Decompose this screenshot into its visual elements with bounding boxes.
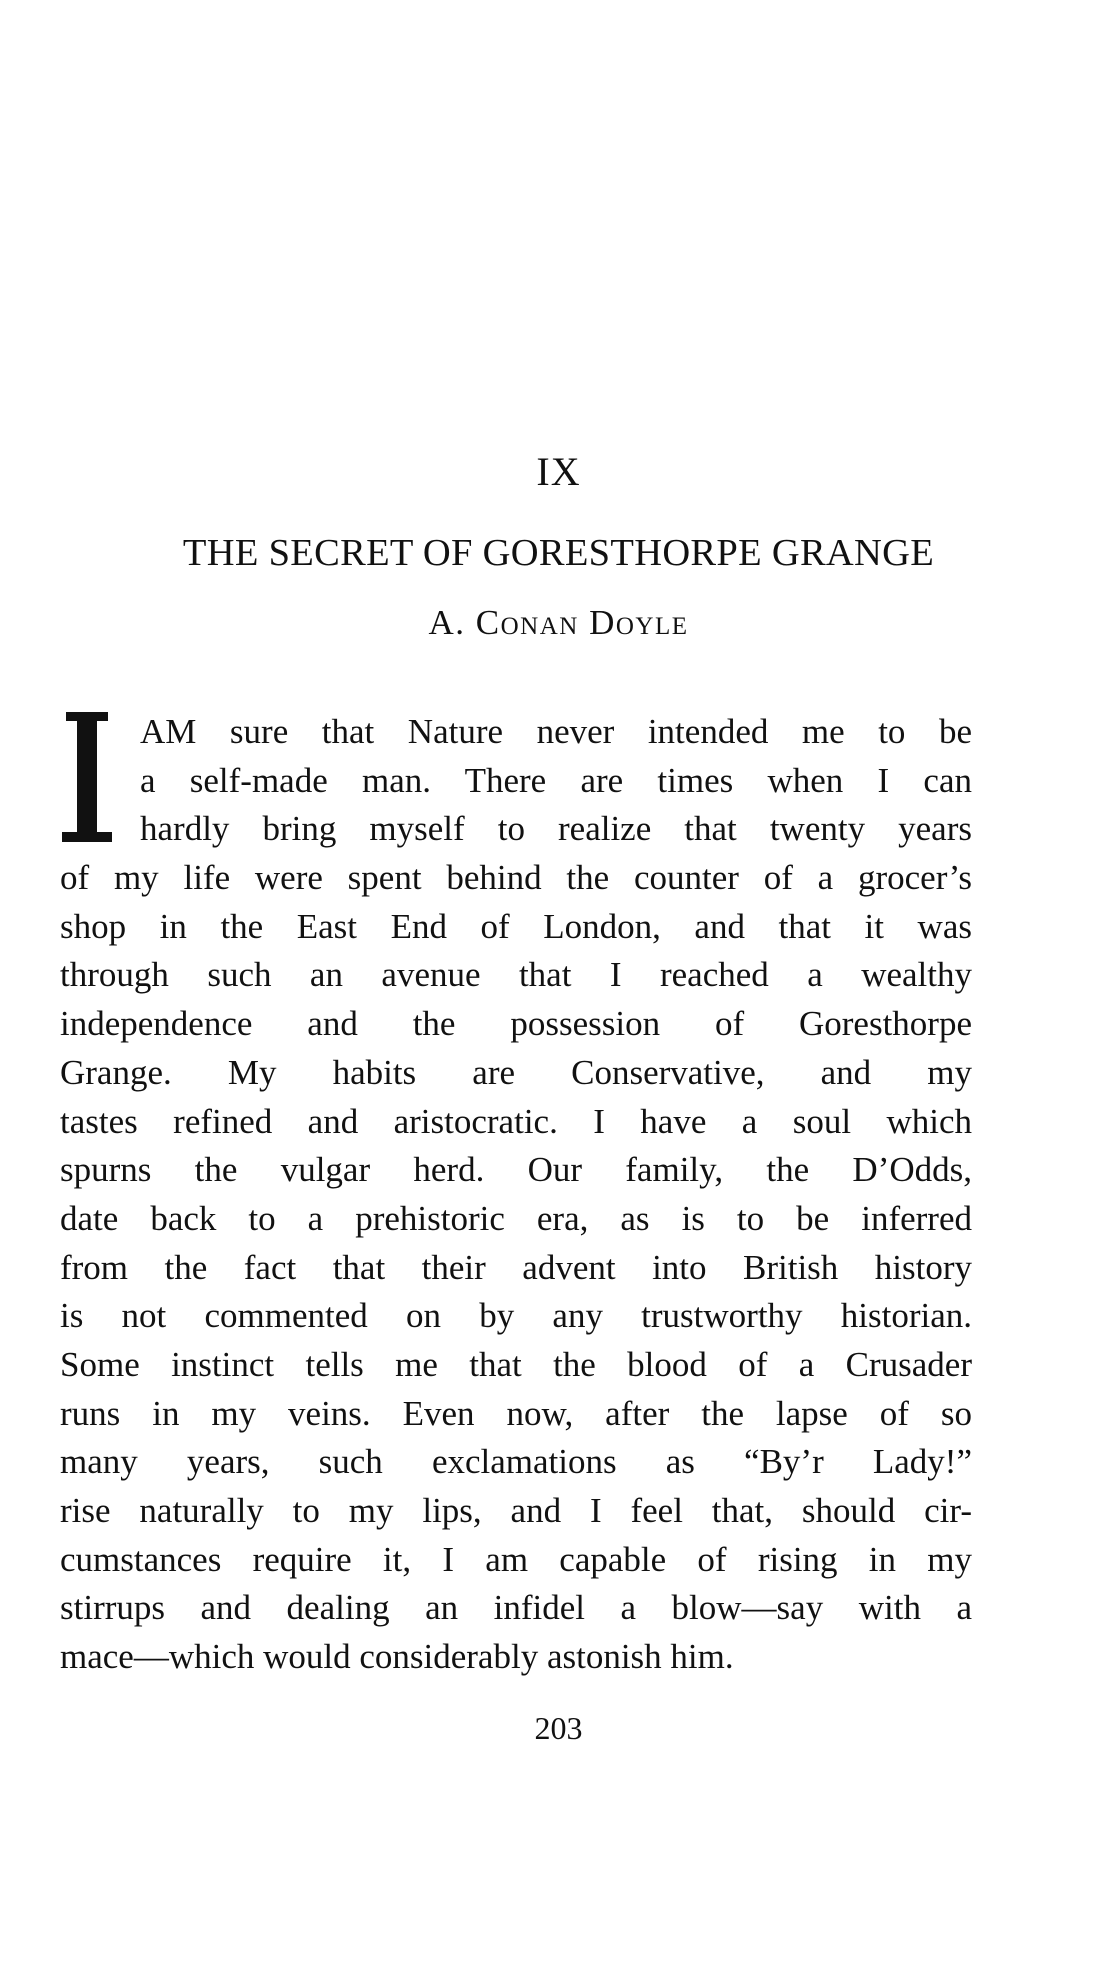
text-line: shop in the East End of London, and that it was [60, 906, 972, 946]
text-line: Some instinct tells me that the blood of a Crusader [60, 1344, 972, 1384]
text-line: is not commented on by any trustworthy historian. [60, 1296, 972, 1336]
text-line: stirrups and dealing an infidel a blow—say with a [60, 1588, 972, 1628]
text-line: a self-made man. There are times when I can [140, 760, 972, 800]
text-line: independence and the possession of Goresthorpe [60, 1004, 972, 1044]
text-line: through such an avenue that I reached a wealthy [60, 955, 972, 995]
text-line: date back to a prehistoric era, as is to be inferred [60, 1198, 972, 1238]
text-line: cumstances require it, I am capable of rising in my [60, 1539, 972, 1579]
chapter-number: IX [536, 449, 581, 494]
body-text [60, 708, 972, 1682]
text-line: runs in my veins. Even now, after the lapse of so [60, 1393, 972, 1433]
chapter-author: A. Conan Doyle [428, 603, 689, 642]
text-line: spurns the vulgar herd. Our family, the D’Odds, [60, 1150, 972, 1190]
text-line: many years, such exclamations as “By’r Lady!” [60, 1442, 972, 1482]
chapter-title: THE SECRET OF GORESTHORPE GRANGE [182, 532, 935, 574]
text-line: rise naturally to my lips, and I feel that, should cir- [60, 1491, 972, 1530]
text-line: of my life were spent behind the counter of a grocer’s [60, 858, 972, 898]
text-line: AM sure that Nature never intended me to be [140, 712, 972, 751]
text-line: Grange. My habits are Conservative, and my [60, 1052, 972, 1092]
text-line: hardly bring myself to realize that twenty years [140, 809, 972, 849]
text-line: from the fact that their advent into British history [60, 1247, 972, 1287]
text-line: tastes refined and aristocratic. I have a soul which [60, 1101, 972, 1141]
page-number: 203 [534, 1710, 583, 1746]
text-line: mace—which would considerably astonish him. [60, 1637, 734, 1677]
